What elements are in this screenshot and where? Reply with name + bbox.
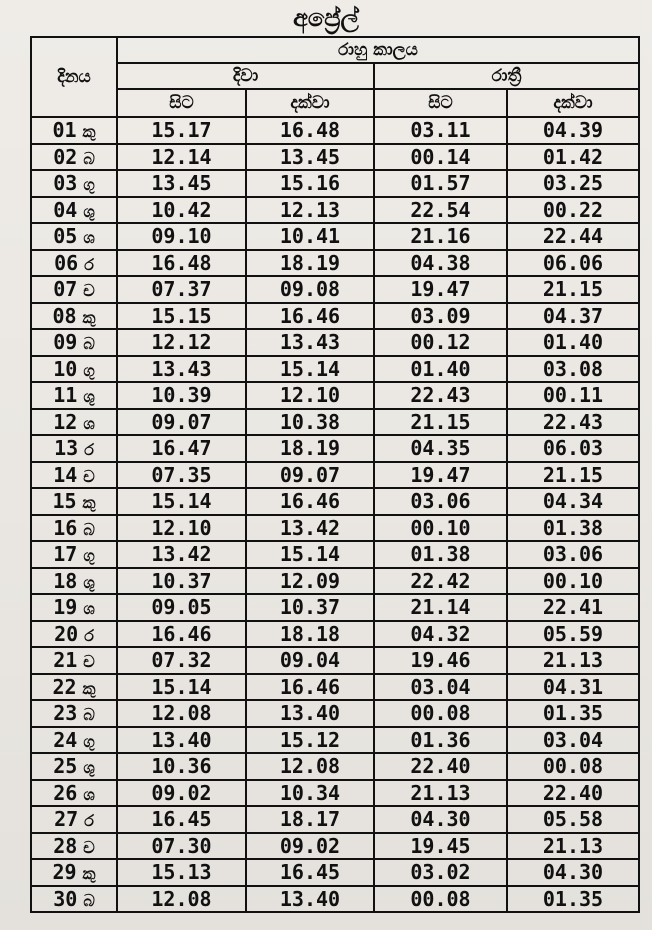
weekday-abbrev: ශ	[83, 599, 95, 619]
table-row	[31, 409, 639, 436]
header-day: දිනය	[31, 37, 117, 117]
day-from-cell: 13.42	[117, 541, 246, 568]
day-to-cell: 18.17	[246, 806, 374, 833]
day-to-cell: 13.40	[246, 700, 374, 727]
night-from-cell: 01.57	[374, 170, 507, 197]
day-from-cell: 15.14	[117, 674, 246, 701]
day-number: 27	[54, 807, 79, 832]
night-from-cell: 00.08	[374, 886, 507, 913]
weekday-abbrev: ශු	[83, 387, 95, 407]
day-to-cell: 09.08	[246, 276, 374, 303]
table-row	[31, 117, 639, 144]
night-from-cell: 01.40	[374, 356, 507, 383]
night-from-cell: 00.12	[374, 329, 507, 356]
day-number: 26	[53, 780, 78, 805]
night-to-cell: 21.13	[507, 647, 639, 674]
day-number: 14	[53, 462, 78, 487]
day-number: 17	[53, 542, 78, 567]
day-cell	[31, 356, 117, 383]
day-cell	[31, 250, 117, 277]
night-to-cell: 01.38	[507, 515, 639, 542]
table-row	[31, 356, 639, 383]
weekday-abbrev: ශ	[83, 228, 95, 248]
day-from-cell: 16.47	[117, 435, 246, 462]
table-row	[31, 462, 639, 489]
table-row	[31, 250, 639, 277]
day-from-cell: 15.15	[117, 303, 246, 330]
day-number: 08	[52, 303, 77, 328]
weekday-abbrev: ර	[84, 440, 94, 460]
day-from-cell: 07.32	[117, 647, 246, 674]
day-to-cell: 15.14	[246, 541, 374, 568]
night-to-cell: 01.35	[507, 886, 639, 913]
day-cell	[31, 409, 117, 436]
header-rahu-kalaya: රාහු කාලය	[117, 37, 639, 63]
table-row	[31, 859, 639, 886]
night-to-cell: 01.42	[507, 144, 639, 171]
table-row	[31, 647, 639, 674]
day-to-cell: 10.34	[246, 780, 374, 807]
day-to-cell: 09.07	[246, 462, 374, 489]
day-to-cell: 16.46	[246, 303, 374, 330]
table-row	[31, 197, 639, 224]
night-from-cell: 19.47	[374, 276, 507, 303]
day-cell	[31, 276, 117, 303]
day-cell	[31, 674, 117, 701]
day-number: 13	[54, 436, 79, 461]
table-row	[31, 382, 639, 409]
table-row	[31, 276, 639, 303]
day-to-cell: 15.12	[246, 727, 374, 754]
table-row	[31, 886, 639, 913]
night-to-cell: 05.59	[507, 621, 639, 648]
night-from-cell: 22.40	[374, 753, 507, 780]
day-number: 20	[54, 621, 79, 646]
day-from-cell: 10.39	[117, 382, 246, 409]
day-cell	[31, 541, 117, 568]
day-cell	[31, 753, 117, 780]
day-to-cell: 18.18	[246, 621, 374, 648]
weekday-abbrev: ශු	[83, 572, 95, 592]
day-number: 02	[53, 144, 78, 169]
night-to-cell: 21.13	[507, 833, 639, 860]
night-to-cell: 22.41	[507, 594, 639, 621]
day-from-cell: 13.43	[117, 356, 246, 383]
table-row	[31, 806, 639, 833]
day-cell	[31, 488, 117, 515]
night-from-cell: 00.14	[374, 144, 507, 171]
night-to-cell: 03.08	[507, 356, 639, 383]
day-cell	[31, 727, 117, 754]
night-to-cell: 01.40	[507, 329, 639, 356]
day-to-cell: 13.42	[246, 515, 374, 542]
night-from-cell: 03.06	[374, 488, 507, 515]
day-to-cell: 10.41	[246, 223, 374, 250]
night-from-cell: 19.47	[374, 462, 507, 489]
day-from-cell: 09.02	[117, 780, 246, 807]
table-row	[31, 727, 639, 754]
day-cell	[31, 382, 117, 409]
night-from-cell: 04.30	[374, 806, 507, 833]
weekday-abbrev: ශ	[83, 784, 95, 804]
night-from-cell: 21.13	[374, 780, 507, 807]
weekday-abbrev: ශ	[83, 413, 95, 433]
night-to-cell: 21.15	[507, 276, 639, 303]
day-from-cell: 12.08	[117, 700, 246, 727]
weekday-abbrev: බ	[83, 705, 95, 725]
night-to-cell: 03.06	[507, 541, 639, 568]
day-to-cell: 12.09	[246, 568, 374, 595]
night-from-cell: 00.10	[374, 515, 507, 542]
day-to-cell: 13.45	[246, 144, 374, 171]
day-cell	[31, 197, 117, 224]
day-from-cell: 16.45	[117, 806, 246, 833]
day-to-cell: 09.02	[246, 833, 374, 860]
night-from-cell: 04.32	[374, 621, 507, 648]
day-number: 09	[53, 330, 78, 355]
weekday-abbrev: ශු	[83, 758, 95, 778]
day-from-cell: 07.37	[117, 276, 246, 303]
day-from-cell: 07.30	[117, 833, 246, 860]
table-row	[31, 594, 639, 621]
day-number: 05	[53, 224, 78, 249]
weekday-abbrev: ර	[84, 625, 94, 645]
day-cell	[31, 117, 117, 144]
night-to-cell: 05.58	[507, 806, 639, 833]
day-from-cell: 09.05	[117, 594, 246, 621]
night-to-cell: 00.22	[507, 197, 639, 224]
weekday-abbrev: ගු	[83, 546, 95, 566]
night-to-cell: 22.44	[507, 223, 639, 250]
table-row	[31, 144, 639, 171]
table-row	[31, 568, 639, 595]
night-to-cell: 06.06	[507, 250, 639, 277]
night-to-cell: 03.25	[507, 170, 639, 197]
day-from-cell: 10.37	[117, 568, 246, 595]
table-row	[31, 223, 639, 250]
day-number: 01	[52, 118, 77, 143]
night-from-cell: 19.46	[374, 647, 507, 674]
night-to-cell: 06.03	[507, 435, 639, 462]
day-cell	[31, 303, 117, 330]
table-row	[31, 621, 639, 648]
day-to-cell: 12.13	[246, 197, 374, 224]
night-from-cell: 22.43	[374, 382, 507, 409]
day-number: 22	[52, 674, 77, 699]
day-to-cell: 12.10	[246, 382, 374, 409]
night-from-cell: 03.02	[374, 859, 507, 886]
night-to-cell: 21.15	[507, 462, 639, 489]
day-number: 25	[53, 754, 78, 779]
day-from-cell: 15.14	[117, 488, 246, 515]
night-from-cell: 19.45	[374, 833, 507, 860]
day-from-cell: 12.10	[117, 515, 246, 542]
night-from-cell: 21.14	[374, 594, 507, 621]
day-cell	[31, 462, 117, 489]
day-to-cell: 10.37	[246, 594, 374, 621]
day-cell	[31, 329, 117, 356]
day-to-cell: 12.08	[246, 753, 374, 780]
day-cell	[31, 647, 117, 674]
day-cell	[31, 700, 117, 727]
night-to-cell: 00.10	[507, 568, 639, 595]
weekday-abbrev: බ	[83, 519, 95, 539]
day-number: 16	[53, 515, 78, 540]
day-number: 07	[53, 277, 78, 302]
weekday-abbrev: කු	[82, 678, 96, 698]
night-from-cell: 21.16	[374, 223, 507, 250]
day-number: 21	[53, 648, 78, 673]
day-cell	[31, 568, 117, 595]
day-number: 24	[53, 727, 78, 752]
day-from-cell: 09.10	[117, 223, 246, 250]
day-to-cell: 15.16	[246, 170, 374, 197]
table-row	[31, 170, 639, 197]
day-number: 12	[53, 409, 78, 434]
night-to-cell: 04.37	[507, 303, 639, 330]
day-to-cell: 16.48	[246, 117, 374, 144]
table-row	[31, 541, 639, 568]
day-cell	[31, 886, 117, 913]
header-day-from: සිට	[117, 89, 246, 117]
night-from-cell: 04.38	[374, 250, 507, 277]
weekday-abbrev: ච	[83, 466, 95, 486]
day-cell	[31, 859, 117, 886]
night-from-cell: 03.04	[374, 674, 507, 701]
day-from-cell: 10.36	[117, 753, 246, 780]
day-to-cell: 16.45	[246, 859, 374, 886]
day-cell	[31, 515, 117, 542]
day-number: 29	[52, 860, 77, 885]
weekday-abbrev: කු	[82, 864, 96, 884]
night-from-cell: 00.08	[374, 700, 507, 727]
day-number: 03	[53, 171, 78, 196]
day-to-cell: 13.40	[246, 886, 374, 913]
header-night-to: දක්වා	[507, 89, 639, 117]
weekday-abbrev: ගු	[83, 175, 95, 195]
weekday-abbrev: කු	[82, 493, 96, 513]
weekday-abbrev: ර	[84, 811, 94, 831]
day-from-cell: 13.45	[117, 170, 246, 197]
table-row	[31, 753, 639, 780]
day-from-cell: 15.13	[117, 859, 246, 886]
day-cell	[31, 144, 117, 171]
night-from-cell: 22.54	[374, 197, 507, 224]
night-from-cell: 03.09	[374, 303, 507, 330]
header-night-from: සිට	[374, 89, 507, 117]
day-cell	[31, 170, 117, 197]
header-night-time: රාත්‍රී	[374, 63, 639, 89]
weekday-abbrev: බ	[83, 148, 95, 168]
table-body	[31, 117, 639, 912]
table-row	[31, 515, 639, 542]
table-row	[31, 780, 639, 807]
night-to-cell: 04.30	[507, 859, 639, 886]
table-row	[31, 700, 639, 727]
night-from-cell: 21.15	[374, 409, 507, 436]
night-to-cell: 01.35	[507, 700, 639, 727]
day-number: 23	[53, 701, 78, 726]
weekday-abbrev: ච	[83, 652, 95, 672]
night-to-cell: 00.08	[507, 753, 639, 780]
day-cell	[31, 780, 117, 807]
day-to-cell: 16.46	[246, 674, 374, 701]
page-title: අප්‍රේල්	[293, 4, 359, 32]
table-row	[31, 303, 639, 330]
day-to-cell: 09.04	[246, 647, 374, 674]
weekday-abbrev: ච	[83, 281, 95, 301]
day-number: 30	[53, 886, 78, 911]
day-cell	[31, 833, 117, 860]
day-from-cell: 12.14	[117, 144, 246, 171]
day-from-cell: 09.07	[117, 409, 246, 436]
night-to-cell: 04.31	[507, 674, 639, 701]
rahu-kalaya-table	[30, 36, 640, 913]
day-number: 11	[53, 383, 78, 408]
day-to-cell: 15.14	[246, 356, 374, 383]
day-to-cell: 16.46	[246, 488, 374, 515]
day-from-cell: 07.35	[117, 462, 246, 489]
weekday-abbrev: කු	[82, 122, 96, 142]
night-to-cell: 00.11	[507, 382, 639, 409]
table-row	[31, 488, 639, 515]
day-cell	[31, 223, 117, 250]
day-number: 06	[54, 250, 79, 275]
night-from-cell: 01.38	[374, 541, 507, 568]
day-to-cell: 10.38	[246, 409, 374, 436]
day-from-cell: 16.46	[117, 621, 246, 648]
day-number: 28	[53, 833, 78, 858]
weekday-abbrev: කු	[82, 307, 96, 327]
night-to-cell: 22.43	[507, 409, 639, 436]
night-to-cell: 22.40	[507, 780, 639, 807]
table-row	[31, 833, 639, 860]
day-to-cell: 18.19	[246, 435, 374, 462]
day-from-cell: 10.42	[117, 197, 246, 224]
weekday-abbrev: බ	[83, 334, 95, 354]
day-cell	[31, 435, 117, 462]
weekday-abbrev: ච	[83, 837, 95, 857]
day-from-cell: 13.40	[117, 727, 246, 754]
night-from-cell: 04.35	[374, 435, 507, 462]
day-cell	[31, 621, 117, 648]
day-from-cell: 12.08	[117, 886, 246, 913]
table-row	[31, 435, 639, 462]
day-number: 04	[53, 197, 78, 222]
header-day-time: දිවා	[117, 63, 374, 89]
weekday-abbrev: ගු	[83, 360, 95, 380]
day-cell	[31, 806, 117, 833]
day-number: 19	[53, 595, 78, 620]
night-to-cell: 04.39	[507, 117, 639, 144]
weekday-abbrev: ශු	[83, 201, 95, 221]
table-row	[31, 674, 639, 701]
day-number: 10	[53, 356, 78, 381]
day-cell	[31, 594, 117, 621]
header-day-to: දක්වා	[246, 89, 374, 117]
night-from-cell: 03.11	[374, 117, 507, 144]
night-from-cell: 01.36	[374, 727, 507, 754]
night-from-cell: 22.42	[374, 568, 507, 595]
night-to-cell: 04.34	[507, 488, 639, 515]
weekday-abbrev: ර	[84, 254, 94, 274]
day-to-cell: 13.43	[246, 329, 374, 356]
day-number: 15	[52, 489, 77, 514]
table-row	[31, 329, 639, 356]
weekday-abbrev: ගු	[83, 731, 95, 751]
day-to-cell: 18.19	[246, 250, 374, 277]
night-to-cell: 03.04	[507, 727, 639, 754]
day-from-cell: 16.48	[117, 250, 246, 277]
day-from-cell: 12.12	[117, 329, 246, 356]
day-from-cell: 15.17	[117, 117, 246, 144]
day-number: 18	[53, 568, 78, 593]
weekday-abbrev: බ	[83, 890, 95, 910]
